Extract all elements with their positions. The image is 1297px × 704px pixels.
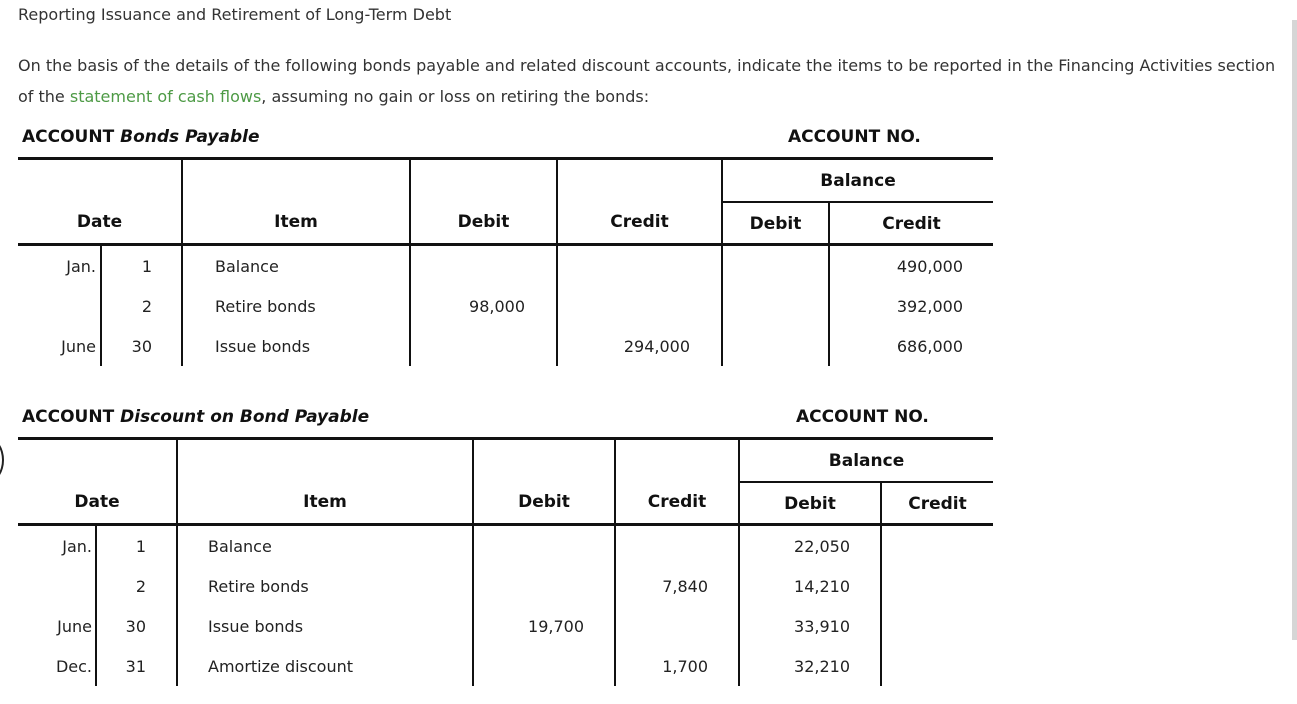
header-bottom-border: [18, 523, 993, 526]
account-name: Discount on Bond Payable: [120, 407, 370, 427]
column-divider: [738, 438, 740, 686]
row-item: Issue bonds: [208, 617, 304, 636]
row-day: 2: [135, 577, 146, 596]
row-day: 1: [141, 257, 152, 276]
column-divider: [556, 158, 558, 366]
row-balance-debit: 14,210: [794, 577, 850, 596]
row-balance-credit: 490,000: [896, 257, 963, 276]
row-credit: 1,700: [662, 657, 708, 676]
header-debit: Debit: [518, 492, 570, 512]
row-item: Balance: [215, 257, 279, 276]
table-top-border: [18, 437, 993, 440]
row-debit: 98,000: [469, 297, 525, 316]
row-balance-credit: 392,000: [896, 297, 963, 316]
row-day: 2: [141, 297, 152, 316]
row-month: Dec.: [55, 657, 92, 676]
row-item: Retire bonds: [215, 297, 316, 316]
column-divider: [409, 158, 411, 366]
row-day: 30: [125, 617, 146, 636]
column-divider: [176, 438, 178, 686]
header-item: Item: [274, 212, 318, 232]
header-credit: Credit: [610, 212, 669, 232]
instructions-text-start: On the basis of the details of the following bonds payable and related discount accounts, indicate the items to be reported in the Financing Activities section of the: [18, 56, 1276, 106]
header-item: Item: [303, 492, 347, 512]
account-name: Bonds Payable: [120, 127, 260, 147]
row-credit: 294,000: [623, 337, 690, 356]
date-divider: [100, 246, 102, 366]
header-balance: Balance: [820, 171, 896, 191]
balance-divider: [739, 481, 993, 483]
row-credit: 7,840: [662, 577, 708, 596]
help-circle-icon[interactable]: [0, 438, 4, 482]
header-date: Date: [74, 492, 120, 512]
header-balance-credit: Credit: [908, 494, 967, 514]
row-debit: 19,700: [528, 617, 584, 636]
row-day: 1: [135, 537, 146, 556]
row-balance-credit: 686,000: [896, 337, 963, 356]
row-month: June: [57, 617, 92, 636]
account-number-label: ACCOUNT NO.: [796, 407, 929, 427]
account-title-bonds-payable: [22, 127, 259, 147]
column-divider: [181, 158, 183, 366]
instructions: [18, 50, 1283, 112]
row-balance-debit: 22,050: [794, 537, 850, 556]
row-item: Amortize discount: [208, 657, 354, 676]
account-prefix: ACCOUNT: [22, 127, 115, 147]
row-balance-debit: 32,210: [794, 657, 850, 676]
row-day: 30: [131, 337, 152, 356]
date-divider: [95, 526, 97, 686]
header-credit: Credit: [647, 492, 707, 512]
header-bottom-border: [18, 243, 993, 246]
row-item: Retire bonds: [208, 577, 309, 596]
row-balance-debit: 33,910: [794, 617, 850, 636]
account-number-label: ACCOUNT NO.: [788, 127, 921, 147]
row-item: Balance: [208, 537, 272, 556]
column-divider: [614, 438, 616, 686]
header-debit: Debit: [457, 212, 510, 232]
row-month: Jan.: [62, 537, 92, 556]
table-top-border: [18, 157, 993, 160]
row-month: Jan.: [66, 257, 96, 276]
header-date: Date: [76, 212, 123, 232]
balance-divider: [722, 201, 993, 203]
row-day: 31: [125, 657, 146, 676]
header-balance-debit: Debit: [784, 494, 836, 514]
row-month: June: [61, 337, 96, 356]
account-prefix: ACCOUNT: [22, 407, 115, 427]
statement-of-cash-flows-link[interactable]: statement of cash flows: [69, 87, 262, 106]
header-balance: Balance: [828, 451, 905, 471]
column-divider: [472, 438, 474, 686]
header-balance-debit: Debit: [749, 214, 802, 234]
page-title: Reporting Issuance and Retirement of Long-Term Debt: [18, 5, 452, 24]
row-item: Issue bonds: [215, 337, 311, 356]
header-balance-credit: Credit: [882, 214, 941, 234]
account-title-discount-on-bond-payable: [22, 407, 369, 427]
instructions-text-end: , assuming no gain or loss on retiring the bonds:: [261, 87, 650, 106]
scrollbar[interactable]: [1292, 20, 1297, 640]
